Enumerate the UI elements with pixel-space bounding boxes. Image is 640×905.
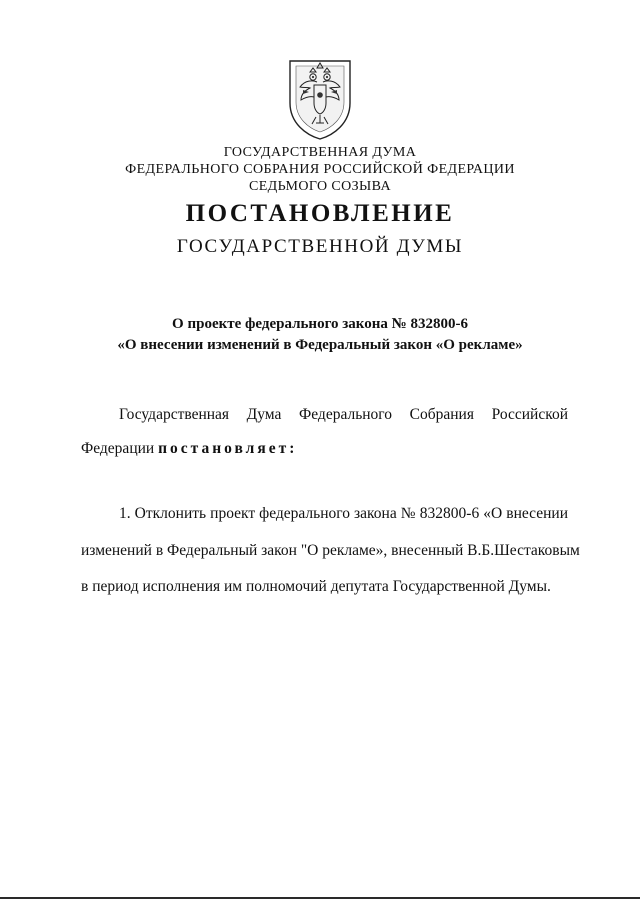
preamble-line-2 (81, 440, 297, 458)
resolution-verb: постановляет: (158, 440, 298, 457)
document-subtitle: ГОСУДАРСТВЕННОЙ ДУМЫ (176, 236, 464, 257)
subject-line-2: «О внесении изменений в Федеральный закон «О рекламе» (117, 337, 523, 353)
coat-of-arms-emblem (286, 57, 354, 141)
subject-line-1: О проекте федерального закона № 832800-6 (172, 316, 468, 332)
item-1-line-1: 1. Отклонить проект федерального закона № 832800-6 «О внесении (119, 505, 568, 522)
preamble-line-1: Государственная Дума Федерального Собрания Российской (119, 406, 568, 423)
page-bottom-edge (0, 897, 640, 899)
item-1-line-2: изменений в Федеральный закон "О рекламе», внесенный В.Б.Шестаковым (81, 542, 580, 559)
issuer-line-3: СЕДЬМОГО СОЗЫВА (248, 179, 392, 194)
issuer-line-1: ГОСУДАРСТВЕННАЯ ДУМА (223, 145, 417, 160)
item-1-line-3: в период исполнения им полномочий депутата Государственной Думы. (81, 578, 551, 595)
document-title: ПОСТАНОВЛЕНИЕ (185, 200, 455, 227)
issuer-line-2: ФЕДЕРАЛЬНОГО СОБРАНИЯ РОССИЙСКОЙ ФЕДЕРАЦИИ (125, 162, 515, 177)
preamble-line-2-text: Федерации (81, 440, 159, 457)
